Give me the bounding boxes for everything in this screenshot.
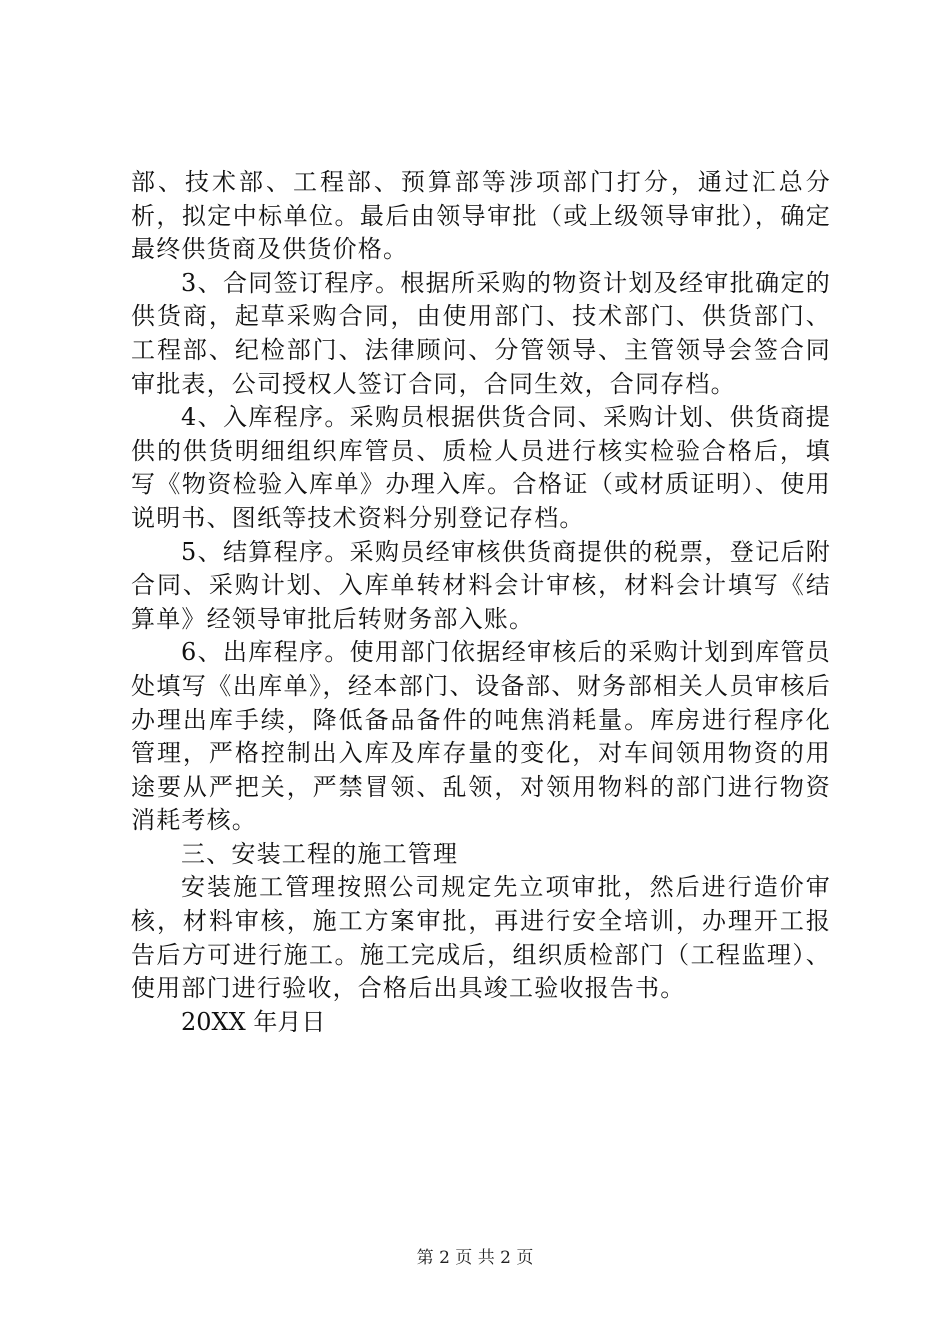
page-footer: 第 2 页 共 2 页 [416,1248,534,1268]
date-line: 20XX 年月日 [181,1007,326,1036]
paragraph-contract-procedure: 3、合同签订程序。根据所采购的物资计划及经审批确定的供货商，起草采购合同，由使用部门、技术部门、供货部门、工程部、纪检部门、法律顾问、分管领导、主管领导会签合同审批表，公司授权人签订合同，合同生效，合同存档。 [131,268,831,398]
paragraph-installation-management: 安装施工管理按照公司规定先立项审批，然后进行造价审核，材料审核，施工方案审批，再进行安全培训，办理开工报告后方可进行施工。施工完成后，组织质检部门（工程监理）、使用部门进行验收，合格后出具竣工验收报告书。 [131,873,831,1003]
paragraph-continuation: 部、技术部、工程部、预算部等涉项部门打分，通过汇总分析，拟定中标单位。最后由领导审批（或上级领导审批），确定最终供货商及供货价格。 [131,168,831,264]
paragraph-warehousing-procedure: 4、入库程序。采购员根据供货合同、采购计划、供货商提供的供货明细组织库管员、质检人员进行核实检验合格后，填写《物资检验入库单》办理入库。合格证（或材质证明）、使用说明书、图纸等技术资料分别登记存档。 [131,403,831,532]
paragraph-settlement-procedure: 5、结算程序。采购员经审核供货商提供的税票，登记后附合同、采购计划、入库单转材料会计审核，材料会计填写《结算单》经领导审批后转财务部入账。 [131,537,831,633]
section-heading: 三、安装工程的施工管理 [181,839,459,868]
document-body [131,166,831,1039]
paragraph-outbound-procedure: 6、出库程序。使用部门依据经审核后的采购计划到库管员处填写《出库单》，经本部门、设备部、财务部相关人员审核后办理出库手续，降低备品备件的吨焦消耗量。库房进行程序化管理，严格控制出入库及库存量的变化，对车间领用物资的用途要从严把关，严禁冒领、乱领，对领用物料的部门进行物资消耗考核。 [131,638,831,835]
